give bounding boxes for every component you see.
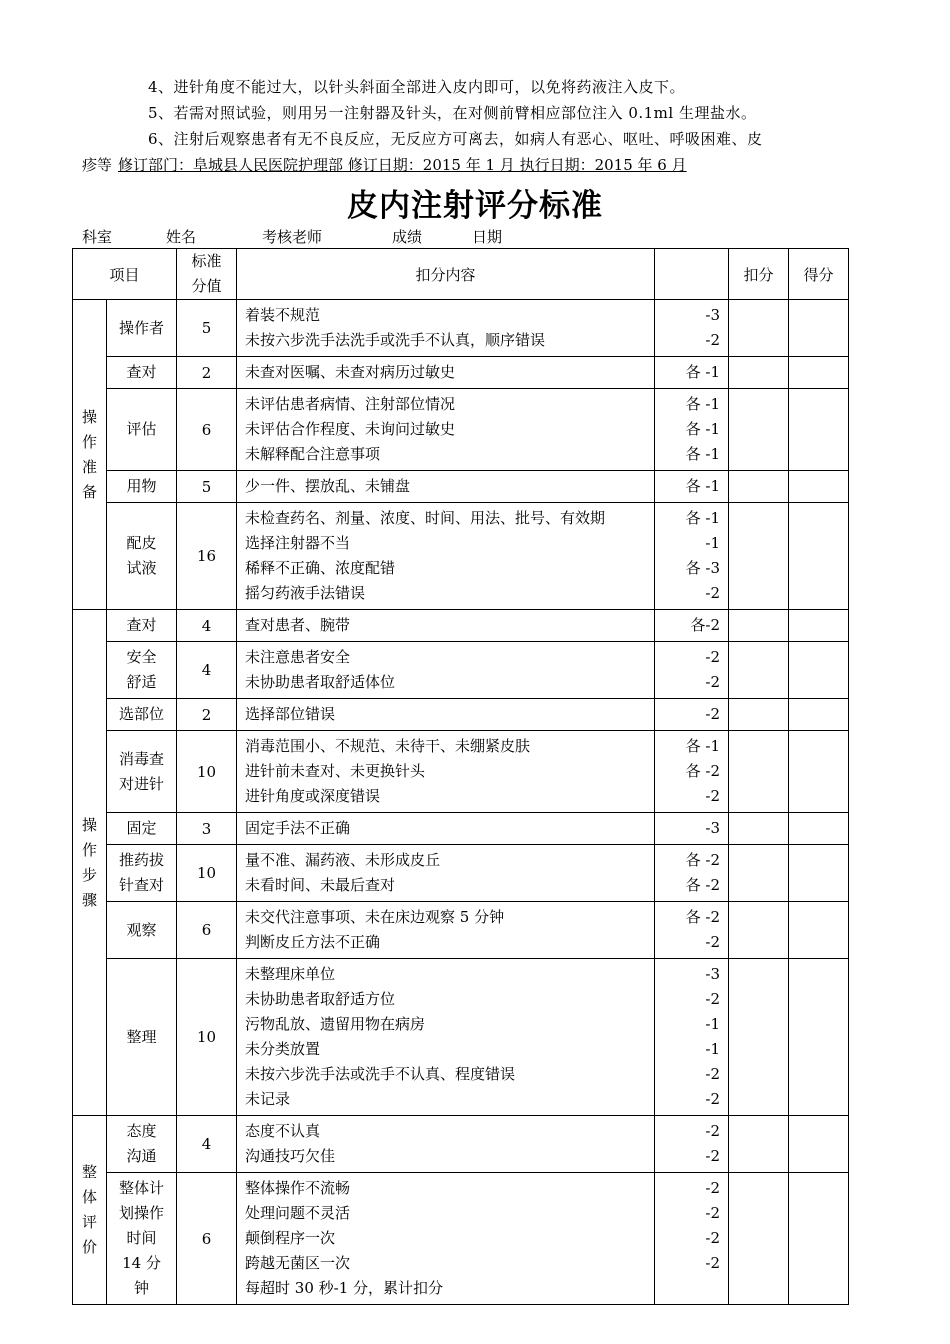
item-name <box>107 503 177 610</box>
intro-line-4: 4、进针角度不能过大，以针头斜面全部进入皮内即可，以免将药液注入皮下。 <box>148 78 686 96</box>
name-label: 姓名 <box>166 228 197 246</box>
table-header-row <box>73 249 849 300</box>
deduct-cell <box>729 902 789 959</box>
table-row <box>73 1173 849 1305</box>
standard-score: 6 <box>177 389 237 471</box>
deduction-value-line: -2 <box>705 1254 721 1272</box>
header-item: 项目 <box>73 249 177 300</box>
table-row <box>73 959 849 1116</box>
deduction-item: 未检查药名、剂量、浓度、时间、用法、批号、有效期 <box>245 509 606 527</box>
deduction-value-line: -2 <box>705 705 721 723</box>
deduction-item: 选择部位错误 <box>245 705 336 723</box>
item-name-line: 舒适 <box>126 673 157 691</box>
deduction-item: 未看时间、未最后查对 <box>245 876 396 894</box>
group-label <box>73 300 107 610</box>
deduction-item: 未评估患者病情、注射部位情况 <box>245 395 456 413</box>
deduct-cell <box>729 1173 789 1305</box>
table-row <box>73 813 849 845</box>
deduction-item: 选择注射器不当 <box>245 534 351 552</box>
item-name-line: 沟通 <box>126 1147 157 1165</box>
deduction-item: 未交代注意事项、未在床边观察 5 分钟 <box>245 908 505 926</box>
standard-score: 5 <box>177 300 237 357</box>
get-cell <box>789 1116 849 1173</box>
deduction-item: 消毒范围小、不规范、未待干、未绷紧皮肤 <box>245 737 531 755</box>
item-name-line: 整体计 <box>119 1179 165 1197</box>
deduction-item: 每超时 30 秒-1 分，累计扣分 <box>245 1279 444 1297</box>
deduction-item: 未按六步洗手法洗手或洗手不认真，顺序错误 <box>245 331 546 349</box>
standard-score: 4 <box>177 610 237 642</box>
get-cell <box>789 389 849 471</box>
deduct-cell <box>729 699 789 731</box>
standard-score: 6 <box>177 1173 237 1305</box>
get-cell <box>789 902 849 959</box>
deduction-value-line: 各 -2 <box>685 876 721 894</box>
score-label: 成绩 <box>392 228 423 246</box>
deduction-item: 量不准、漏药液、未形成皮丘 <box>245 851 441 869</box>
item-name <box>107 959 177 1116</box>
deduction-item: 未协助患者取舒适体位 <box>245 673 396 691</box>
deduction-value-line: -2 <box>705 1179 721 1197</box>
table-row <box>73 845 849 902</box>
deduction-item: 整体操作不流畅 <box>245 1179 351 1197</box>
group-label-char: 整 <box>81 1163 97 1181</box>
deduction-value-line: -2 <box>705 1147 721 1165</box>
deduction-value-line: -2 <box>705 331 721 349</box>
deduction-item: 态度不认真 <box>245 1122 321 1140</box>
get-cell <box>789 300 849 357</box>
deduction-value <box>655 902 729 959</box>
get-cell <box>789 1173 849 1305</box>
score-table <box>72 248 849 1305</box>
deduction-value <box>655 610 729 642</box>
deduction-value-line: 各 -1 <box>685 737 721 755</box>
deduction-value <box>655 642 729 699</box>
deduction-value <box>655 389 729 471</box>
deduction-value-line: -2 <box>705 933 721 951</box>
standard-score: 10 <box>177 845 237 902</box>
deduction-item: 查对患者、腕带 <box>245 616 351 634</box>
item-name-line: 评估 <box>126 420 157 438</box>
deduct-cell <box>729 300 789 357</box>
deduct-cell <box>729 503 789 610</box>
deduction-item: 未记录 <box>245 1090 291 1108</box>
item-name-line: 固定 <box>126 819 157 837</box>
table-row <box>73 300 849 357</box>
table-row <box>73 610 849 642</box>
table-row <box>73 1116 849 1173</box>
standard-score: 5 <box>177 471 237 503</box>
deduction-value-line: 各 -1 <box>685 395 721 413</box>
item-name-line: 整理 <box>126 1027 157 1046</box>
item-name <box>107 471 177 503</box>
table-row <box>73 699 849 731</box>
deduction-item: 未整理床单位 <box>245 965 336 983</box>
standard-score: 2 <box>177 357 237 389</box>
deduction-content <box>237 1116 655 1173</box>
deduction-item: 沟通技巧欠佳 <box>245 1147 336 1165</box>
item-name-line: 观察 <box>126 920 157 939</box>
deduct-cell <box>729 471 789 503</box>
deduction-value-line: 各 -1 <box>685 363 721 381</box>
deduction-value-line: -2 <box>705 787 721 805</box>
item-name <box>107 642 177 699</box>
deduct-cell <box>729 610 789 642</box>
deduction-item: 进针前未查对、未更换针头 <box>245 762 426 780</box>
get-cell <box>789 610 849 642</box>
item-name-line: 时间 <box>126 1229 157 1247</box>
deduction-value-line: -2 <box>705 1090 721 1108</box>
group-label-char: 准 <box>81 457 97 476</box>
deduction-content <box>237 731 655 813</box>
page-title: 皮内注射评分标准 <box>347 188 603 224</box>
item-name <box>107 699 177 731</box>
deduct-cell <box>729 959 789 1116</box>
deduction-value-line: 各 -1 <box>685 509 721 527</box>
deduction-value-line: -2 <box>705 1229 721 1247</box>
deduction-content <box>237 845 655 902</box>
deduction-content <box>237 503 655 610</box>
group-label-char: 操 <box>81 407 97 426</box>
deduction-value-line: -2 <box>705 648 721 666</box>
deduction-value <box>655 1173 729 1305</box>
item-name <box>107 1116 177 1173</box>
group-label <box>73 1116 107 1305</box>
item-name-line: 查对 <box>126 363 157 381</box>
deduct-cell <box>729 389 789 471</box>
table-row <box>73 642 849 699</box>
deduction-content <box>237 902 655 959</box>
deduction-content <box>237 1173 655 1305</box>
deduction-value-line: 各 -1 <box>685 477 721 495</box>
get-cell <box>789 357 849 389</box>
deduction-value <box>655 1116 729 1173</box>
item-name-line: 选部位 <box>119 705 165 723</box>
standard-score: 4 <box>177 642 237 699</box>
get-cell <box>789 503 849 610</box>
deduction-value-line: -3 <box>705 306 721 324</box>
item-name <box>107 845 177 902</box>
group-label-char: 作 <box>81 840 97 859</box>
examiner-label: 考核老师 <box>262 228 323 246</box>
deduction-item: 固定手法不正确 <box>245 819 351 837</box>
standard-score: 6 <box>177 902 237 959</box>
item-name <box>107 389 177 471</box>
intro-line-6-cont: 疹等 <box>82 156 113 174</box>
standard-score: 10 <box>177 959 237 1116</box>
intro-line-5: 5、若需对照试验，则用另一注射器及针头，在对侧前臂相应部位注入 0.1ml 生理盐水。 <box>148 104 757 122</box>
revision-info: 修订部门：阜城县人民医院护理部 修订日期：2015 年 1 月 执行日期：2015 年 6 月 <box>118 156 687 174</box>
group-label-char: 作 <box>81 432 97 451</box>
intro-line-6: 6、注射后观察患者有无不良反应，无反应方可离去，如病人有恶心、呕吐、呼吸困难、皮 <box>148 130 763 148</box>
deduction-value <box>655 357 729 389</box>
group-label-char: 操 <box>81 815 97 834</box>
deduct-cell <box>729 813 789 845</box>
deduction-value-line: 各 -2 <box>685 851 721 869</box>
header-deduct: 扣分 <box>729 249 789 300</box>
get-cell <box>789 813 849 845</box>
deduction-content <box>237 813 655 845</box>
get-cell <box>789 642 849 699</box>
item-name <box>107 1173 177 1305</box>
deduction-item: 未解释配合注意事项 <box>245 445 381 463</box>
group-label-char: 骤 <box>81 890 97 909</box>
deduction-value-line: 各-2 <box>690 616 721 634</box>
deduction-item: 处理问题不灵活 <box>245 1204 351 1222</box>
deduction-content <box>237 699 655 731</box>
deduction-item: 判断皮丘方法不正确 <box>245 933 381 951</box>
table-row <box>73 389 849 471</box>
deduction-content <box>237 300 655 357</box>
item-name <box>107 902 177 959</box>
deduction-item: 未评估合作程度、未询问过敏史 <box>245 420 456 438</box>
deduction-value-line: -2 <box>705 1065 721 1083</box>
item-name <box>107 610 177 642</box>
deduction-value <box>655 699 729 731</box>
deduction-value-line: -3 <box>705 819 721 837</box>
deduction-item: 未按六步洗手法或洗手不认真、程度错误 <box>245 1065 516 1083</box>
deduction-value-line: -1 <box>705 1015 721 1033</box>
deduction-content <box>237 642 655 699</box>
standard-score: 16 <box>177 503 237 610</box>
deduction-item: 少一件、摆放乱、未铺盘 <box>245 477 411 495</box>
deduct-cell <box>729 731 789 813</box>
deduction-value <box>655 813 729 845</box>
group-label-char: 价 <box>81 1238 97 1256</box>
header-standard: 标准 分值 <box>177 249 237 300</box>
header-content: 扣分内容 <box>237 249 655 300</box>
header-get: 得分 <box>789 249 849 300</box>
deduction-value <box>655 731 729 813</box>
get-cell <box>789 959 849 1116</box>
deduction-value-line: -3 <box>705 965 721 983</box>
deduct-cell <box>729 642 789 699</box>
deduction-value-line: -1 <box>705 534 721 552</box>
item-name-line: 配皮 <box>126 534 157 552</box>
deduct-cell <box>729 1116 789 1173</box>
deduction-content <box>237 959 655 1116</box>
deduction-value-line: 各 -3 <box>685 559 721 577</box>
deduction-value <box>655 503 729 610</box>
deduction-content <box>237 610 655 642</box>
deduction-value-line: -1 <box>705 1040 721 1058</box>
deduction-item: 稀释不正确、浓度配错 <box>245 559 396 577</box>
deduction-value-line: 各 -1 <box>685 445 721 463</box>
item-name-line: 划操作 <box>119 1204 165 1222</box>
item-name <box>107 813 177 845</box>
group-label-char: 备 <box>81 482 97 501</box>
table-row <box>73 503 849 610</box>
get-cell <box>789 731 849 813</box>
dept-label: 科室 <box>82 228 113 246</box>
get-cell <box>789 699 849 731</box>
item-name-line: 推药拔 <box>119 851 165 869</box>
item-name-line: 消毒查 <box>119 749 165 768</box>
group-label <box>73 610 107 1116</box>
deduction-item: 未注意患者安全 <box>245 648 351 666</box>
item-name-line: 安全 <box>126 648 157 666</box>
deduction-value-line: 各 -2 <box>685 762 721 780</box>
item-name <box>107 300 177 357</box>
table-row <box>73 902 849 959</box>
deduction-item: 颠倒程序一次 <box>245 1229 336 1247</box>
deduction-value-line: 各 -1 <box>685 420 721 438</box>
deduction-item: 未查对医嘱、未查对病历过敏史 <box>245 363 456 381</box>
deduction-content <box>237 471 655 503</box>
deduction-value-line: -2 <box>705 1122 721 1140</box>
get-cell <box>789 471 849 503</box>
date-label: 日期 <box>472 228 503 246</box>
deduction-item: 进针角度或深度错误 <box>245 787 381 805</box>
item-name-line: 针查对 <box>119 876 165 894</box>
table-row <box>73 471 849 503</box>
deduction-item: 污物乱放、遗留用物在病房 <box>245 1015 426 1033</box>
table-row <box>73 357 849 389</box>
item-name-line: 14 分 <box>122 1254 161 1272</box>
item-name-line: 钟 <box>134 1279 150 1297</box>
standard-score: 10 <box>177 731 237 813</box>
get-cell <box>789 845 849 902</box>
item-name-line: 查对 <box>126 616 157 634</box>
deduction-value-line: -2 <box>705 584 721 602</box>
deduction-value-line: 各 -2 <box>685 908 721 926</box>
item-name-line: 操作者 <box>119 318 165 337</box>
item-name-line: 试液 <box>126 559 157 577</box>
deduction-value <box>655 300 729 357</box>
item-name-line: 态度 <box>126 1122 157 1140</box>
deduction-item: 摇匀药液手法错误 <box>245 584 366 602</box>
exam-info-line <box>82 226 538 247</box>
deduction-value-line: -2 <box>705 1204 721 1222</box>
deduct-cell <box>729 845 789 902</box>
standard-score: 2 <box>177 699 237 731</box>
deduction-value <box>655 845 729 902</box>
deduction-value-line: -2 <box>705 673 721 691</box>
item-name-line: 用物 <box>126 477 157 495</box>
group-label-char: 步 <box>81 865 97 884</box>
deduction-content <box>237 357 655 389</box>
deduction-item: 未协助患者取舒适方位 <box>245 990 396 1008</box>
deduction-item: 着装不规范 <box>245 306 321 324</box>
deduction-content <box>237 389 655 471</box>
table-body <box>73 300 849 1305</box>
deduction-value <box>655 471 729 503</box>
intro-text <box>82 74 872 178</box>
item-name <box>107 731 177 813</box>
deduction-value <box>655 959 729 1116</box>
item-name <box>107 357 177 389</box>
deduction-value-line: -2 <box>705 990 721 1008</box>
standard-score: 4 <box>177 1116 237 1173</box>
group-label-char: 体 <box>81 1188 97 1206</box>
standard-score: 3 <box>177 813 237 845</box>
item-name-line: 对进针 <box>119 774 165 793</box>
deduction-item: 跨越无菌区一次 <box>245 1254 351 1272</box>
table-row <box>73 731 849 813</box>
revision-line <box>82 152 872 178</box>
group-label-char: 评 <box>81 1213 97 1231</box>
deduction-item: 未分类放置 <box>245 1040 321 1058</box>
header-blank <box>655 249 729 300</box>
deduct-cell <box>729 357 789 389</box>
